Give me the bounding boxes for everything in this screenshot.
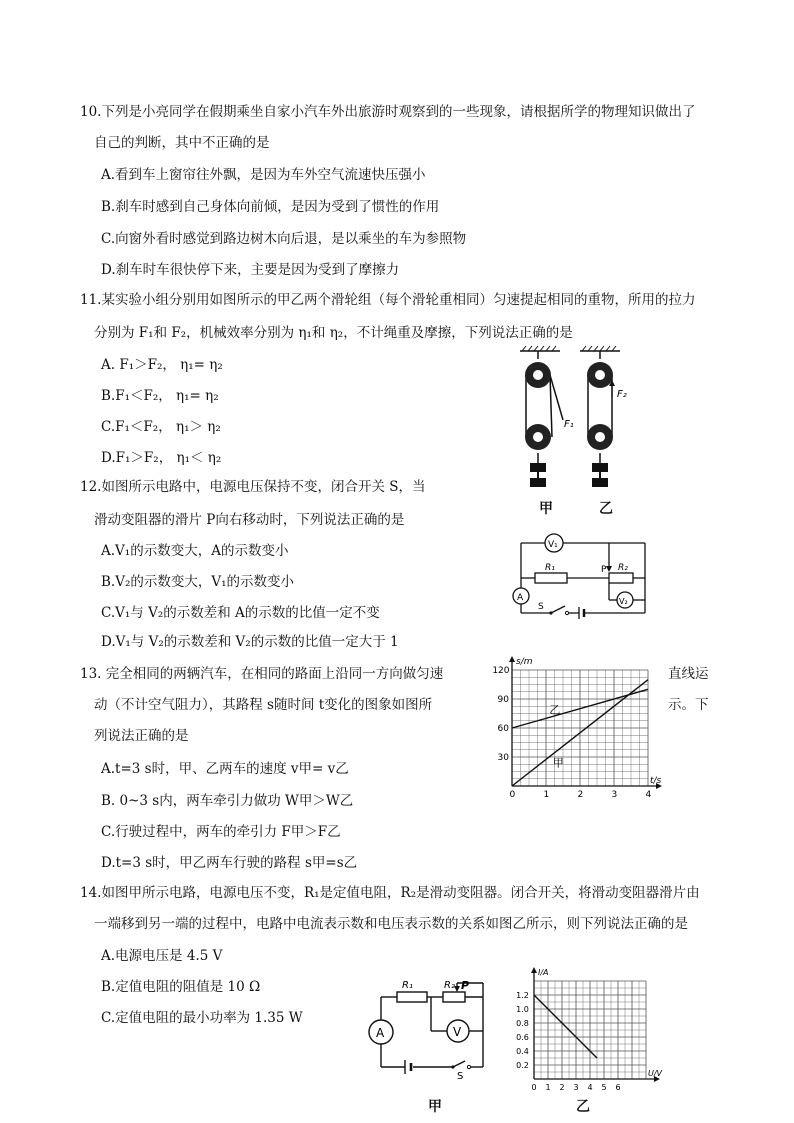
switch-s-label: S — [538, 602, 544, 612]
x-tick-label: 6 — [615, 1083, 621, 1092]
q13-stem-line1: 13. 完全相同的两辆汽车，在相同的路面上沿同一方向做匀速 — [80, 666, 444, 682]
x-tick-label: 1 — [545, 1083, 551, 1092]
q10-option-c: C.向窗外看时感觉到路边树木向后退，是以乘坐的车为参照物 — [101, 231, 467, 247]
y-axis-label: s/m — [516, 657, 533, 667]
q14-option-c: C.定值电阻的最小功率为 1.35 W — [101, 1010, 303, 1026]
q14-fig-label-jia: 甲 — [428, 1099, 442, 1115]
x-tick-label: 5 — [601, 1083, 607, 1092]
x-tick-label: 2 — [559, 1083, 565, 1092]
q12-option-a: A.V₁的示数变大，A的示数变小 — [101, 543, 289, 559]
q14-fig-label-yi: 乙 — [576, 1099, 590, 1115]
slider-p-label: P — [601, 565, 607, 575]
q12-option-b: B.V₂的示数变大，V₁的示数变小 — [101, 574, 295, 590]
q14-stem-line2: 一端移到另一端的过程中，电路中电流表示数和电压表示数的关系如图乙所示，则下列说法正确的是 — [94, 916, 688, 932]
q14-r2-label: R₂ — [444, 980, 455, 991]
q11-option-d: D.F₁＞F₂， η₁＜ η₂ — [101, 450, 222, 466]
q13-stem-line2: 动（不计空气阻力），其路程 s随时间 t变化的图象如图所 — [94, 697, 433, 713]
x-tick-label: 3 — [611, 790, 618, 800]
y-tick-label: 0.6 — [516, 1033, 529, 1042]
x-tick-label: 4 — [587, 1083, 593, 1092]
q14-voltmeter: V — [453, 1025, 462, 1039]
q12-option-d: D.V₁与 V₂的示数差和 V₂的示数的比值一定大于 1 — [101, 634, 399, 650]
q10-stem-line2: 自己的判断，其中不正确的是 — [94, 135, 270, 151]
q10-option-a: A.看到车上窗帘往外飘，是因为车外空气流速快压强小 — [101, 167, 426, 183]
x-tick-label: 2 — [577, 790, 584, 800]
f2-label: F₂ — [617, 389, 627, 400]
q13-stem-line2-tail: 示。下 — [668, 697, 709, 713]
q14-option-a: A.电源电压是 4.5 V — [101, 948, 223, 964]
q11-option-a: A. F₁＞F₂， η₁= η₂ — [101, 357, 223, 373]
q12-option-c: C.V₁与 V₂的示数差和 A的示数的比值一定不变 — [101, 605, 380, 621]
q14-option-b: B.定值电阻的阻值是 10 Ω — [101, 979, 261, 995]
r1-label: R₁ — [545, 563, 555, 573]
q10-option-d: D.刹车时车很快停下来，主要是因为受到了摩擦力 — [101, 262, 400, 278]
y-tick-label: 0.8 — [516, 1019, 529, 1028]
y-tick-label: 30 — [497, 753, 510, 763]
x-tick-label: 0 — [531, 1083, 537, 1092]
x-axis-label: t/s — [650, 776, 662, 786]
st-graph — [490, 650, 660, 800]
q10-stem-line1: 10.下列是小亮同学在假期乘坐自家小汽车外出旅游时观察到的一些现象，请根据所学的物理知识做出了 — [80, 104, 696, 120]
q14-slider-p-label: P — [461, 979, 470, 992]
v1-meter: V₁ — [548, 540, 558, 550]
x-axis-label: U/V — [648, 1069, 663, 1078]
q13-option-a: A.t=3 s时，甲、乙两车的速度 v甲= v乙 — [101, 761, 349, 777]
series-label: 乙 — [549, 703, 561, 717]
f1-label: F₁ — [564, 419, 574, 430]
y-tick-label: 90 — [497, 695, 510, 705]
v2-meter: V₂ — [619, 597, 628, 606]
series-label: 甲 — [552, 756, 564, 770]
q12-stem-line2: 滑动变阻器的滑片 P向右移动时，下列说法正确的是 — [94, 512, 405, 528]
ammeter: A — [517, 593, 524, 603]
x-tick-label: 3 — [573, 1083, 579, 1092]
y-axis-arrow — [509, 656, 515, 662]
r2-label: R₂ — [618, 563, 628, 573]
pulley-label-yi: 乙 — [599, 501, 613, 517]
q14-switch-s-label: S — [457, 1071, 464, 1082]
q13-option-c: C.行驶过程中，两车的牵引力 F甲＞F乙 — [101, 824, 341, 840]
q14-r1-label: R₁ — [402, 980, 413, 991]
y-tick-label: 60 — [497, 724, 510, 734]
y-tick-label: 120 — [492, 666, 510, 676]
q11-stem-line2: 分别为 F₁和 F₂，机械效率分别为 η₁和 η₂，不计绳重及摩擦，下列说法正确的是 — [94, 325, 573, 341]
y-tick-label: 0.2 — [516, 1061, 529, 1070]
q13-stem-line1-tail: 直线运 — [668, 666, 709, 682]
q13-option-b: B. 0~3 s内，两车牵引力做功 W甲＞W乙 — [101, 793, 354, 809]
q13-option-d: D.t=3 s时，甲乙两车行驶的路程 s甲=s乙 — [101, 855, 358, 871]
q12-stem-line1: 12.如图所示电路中，电源电压保持不变，闭合开关 S，当 — [80, 479, 426, 495]
q14-stem-line1: 14.如图甲所示电路，电源电压不变，R₁是定值电阻，R₂是滑动变阻器。闭合开关，将滑动变阻器滑片由 — [80, 885, 700, 901]
x-tick-label: 1 — [543, 790, 550, 800]
iu-graph — [508, 965, 663, 1095]
x-tick-label: 4 — [645, 790, 652, 800]
q10-option-b: B.刹车时感到自己身体向前倾，是因为受到了惯性的作用 — [101, 199, 440, 215]
q12-circuit-figure — [505, 530, 655, 620]
y-axis-arrow — [531, 967, 537, 973]
series-line-1 — [534, 995, 597, 1058]
q14-ammeter: A — [376, 1026, 385, 1040]
y-tick-label: 0.4 — [516, 1047, 529, 1056]
y-tick-label: 1.2 — [516, 991, 529, 1000]
q13-stem-line3: 列说法正确的是 — [94, 728, 189, 744]
pulley-label-jia: 甲 — [539, 501, 553, 517]
x-tick-label: 0 — [509, 790, 516, 800]
pulley-figure — [500, 345, 630, 515]
y-axis-label: I/A — [538, 968, 549, 977]
q11-option-c: C.F₁＜F₂， η₁＞ η₂ — [101, 419, 221, 435]
q11-stem-line1: 11.某实验小组分别用如图所示的甲乙两个滑轮组（每个滑轮重相同）匀速提起相同的重物，所用的拉力 — [80, 292, 696, 308]
q11-option-b: B.F₁＜F₂， η₁= η₂ — [101, 388, 219, 404]
y-tick-label: 1.0 — [516, 1005, 529, 1014]
q14-circuit-figure — [365, 975, 495, 1085]
